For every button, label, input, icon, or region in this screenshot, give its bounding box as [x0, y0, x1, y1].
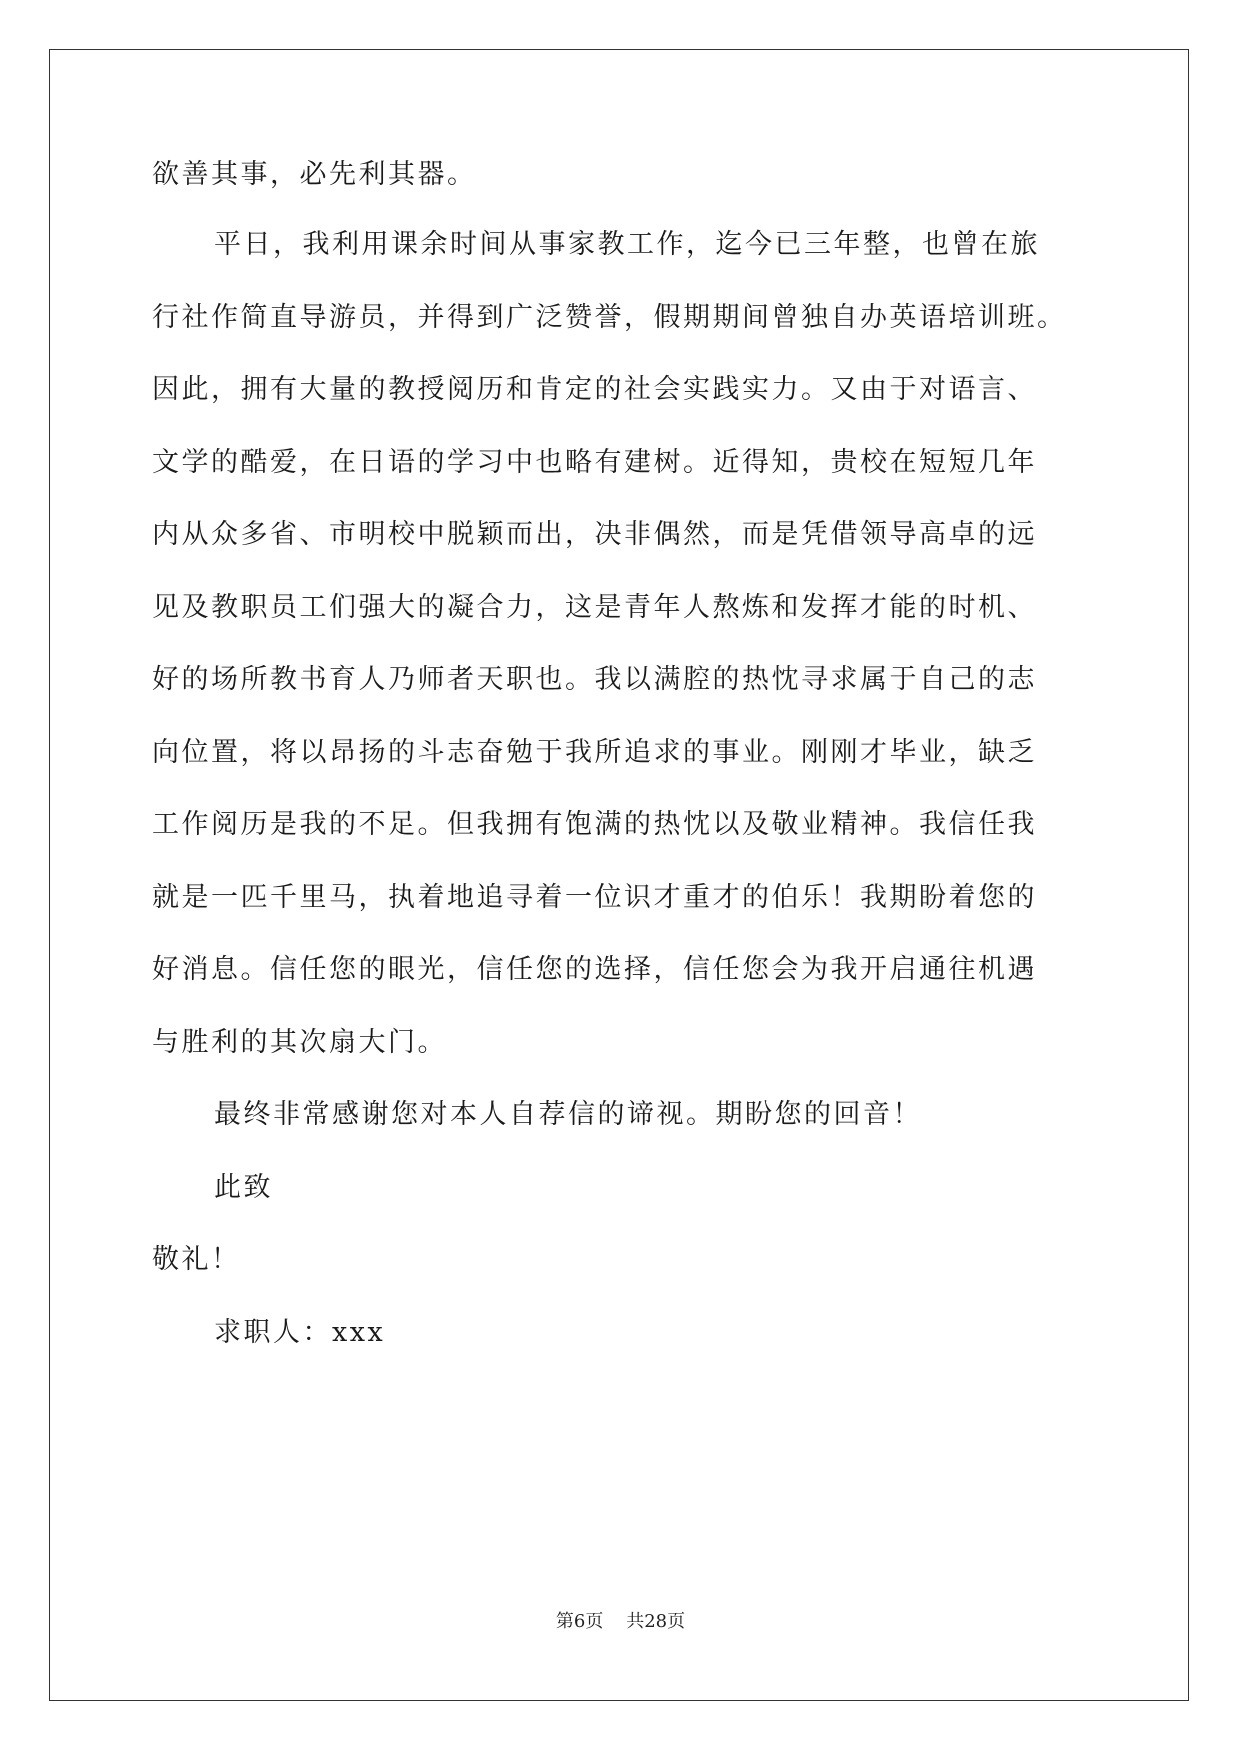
paragraph-line: 好消息。信任您的眼光，信任您的选择，信任您会为我开启通往机遇 — [152, 954, 1037, 985]
paragraph-line: 向位置，将以昂扬的斗志奋勉于我所追求的事业。刚刚才毕业，缺乏 — [152, 737, 1037, 768]
paragraph-line: 文学的酷爱，在日语的学习中也略有建树。近得知，贵校在短短几年 — [152, 447, 1037, 478]
paragraph-line: 见及教职员工们强大的凝合力，这是青年人熬炼和发挥才能的时机、 — [152, 592, 1037, 623]
page-border — [49, 49, 1189, 1701]
page-footer — [0, 1610, 1241, 1634]
paragraph-line: 行社作简直导游员，并得到广泛赞誉，假期期间曾独自办英语培训班。 — [152, 302, 1067, 333]
text-line: 欲善其事，必先利其器。 — [152, 159, 477, 190]
regards-line: 敬礼！ — [152, 1244, 241, 1275]
paragraph-line: 好的场所教书育人乃师者天职也。我以满腔的热忱寻求属于自己的志 — [152, 664, 1037, 695]
page-total: 共28页 — [626, 1611, 686, 1632]
paragraph-line: 就是一匹千里马，执着地追寻着一位识才重才的伯乐！我期盼着您的 — [152, 882, 1037, 913]
page-number: 第6页 — [555, 1611, 604, 1632]
paragraph-line: 因此，拥有大量的教授阅历和肯定的社会实践实力。又由于对语言、 — [152, 374, 1037, 405]
closing-paragraph: 最终非常感谢您对本人自荐信的谛视。期盼您的回音！ — [214, 1099, 922, 1130]
paragraph-line: 平日，我利用课余时间从事家教工作，迄今已三年整，也曾在旅 — [214, 229, 1040, 260]
paragraph-line: 内从众多省、市明校中脱颖而出，决非偶然，而是凭借领导高卓的远 — [152, 519, 1037, 550]
paragraph-line: 工作阅历是我的不足。但我拥有饱满的热忱以及敬业精神。我信任我 — [152, 809, 1037, 840]
signature-line: 求职人：xxx — [214, 1317, 386, 1348]
salutation-line: 此致 — [214, 1172, 273, 1203]
paragraph-line: 与胜利的其次扇大门。 — [152, 1027, 447, 1058]
